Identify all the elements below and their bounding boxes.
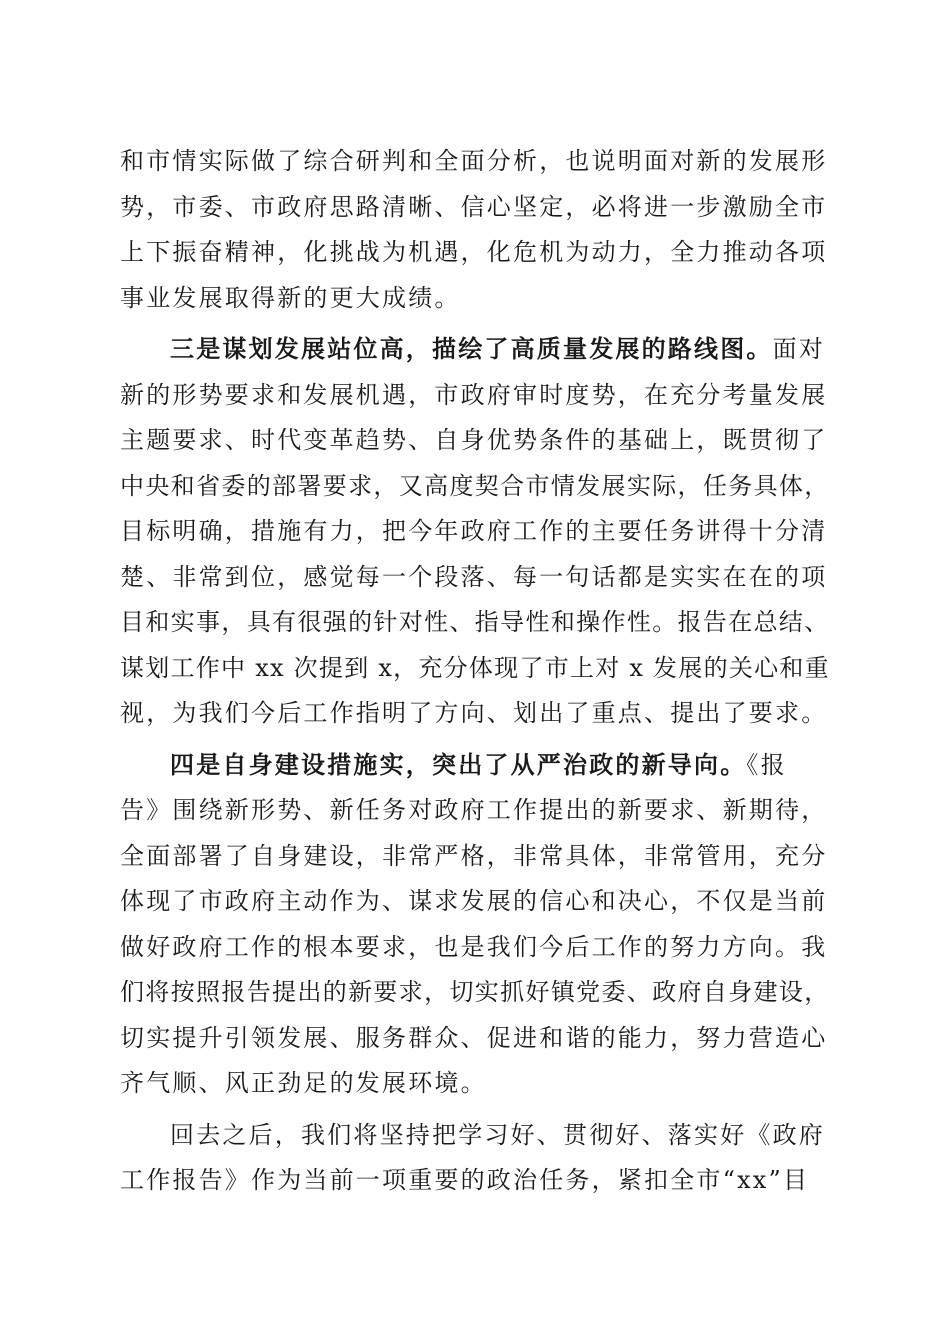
text-line: 主题要求、时代变革趋势、自身优势条件的基础上，既贯彻了 [120, 426, 828, 454]
text-line: 势，市委、市政府思路清晰、信心坚定，必将进一步激励全市 [120, 192, 828, 221]
text-line: 回去之后，我们将坚持把学习好、贯彻好、落实好《政府 [170, 1120, 825, 1149]
text-line: 做好政府工作的根本要求，也是我们今后工作的努力方向。我 [120, 932, 828, 961]
text-line: 工作报告》作为当前一项重要的政治任务，紧扣全市“xx”目 [120, 1166, 810, 1194]
text-line: 全面部署了自身建设，非常严格，非常具体，非常管用，充分 [120, 841, 828, 870]
text-line: 体现了市政府主动作为、谋求发展的信心和决心，不仅是当前 [120, 887, 828, 915]
text-line: 们将按照报告提出的新要求，切实抓好镇党委、政府自身建设， [120, 978, 830, 1006]
paragraph-4-line [170, 749, 787, 781]
text-line: 目标明确，措施有力，把今年政府工作的主要任务讲得十分清 [120, 517, 828, 545]
text-line: 中央和省委的部署要求，又高度契合市情发展实际，任务具体， [120, 471, 830, 500]
text-line: 视，为我们今后工作指明了方向、划出了重点、提出了要求。 [120, 699, 828, 727]
paragraph-4-heading: 四是自身建设措施实，突出了从严治政的新导向。 [170, 749, 747, 779]
text-line: 告》围绕新形势、新任务对政府工作提出的新要求、新期待， [120, 796, 828, 824]
text-line: 上下振奋精神，化挑战为机遇，化危机为动力，全力推动各项 [120, 238, 828, 266]
text-line: 谋划工作中 xx 次提到 x，充分体现了市上对 x 发展的关心和重 [120, 653, 830, 682]
text-line: 新的形势要求和发展机遇，市政府审时度势，在充分考量发展 [120, 380, 828, 409]
text-line: 切实提升引领发展、服务群众、促进和谐的能力，努力营造心 [120, 1023, 828, 1052]
paragraph-3-line [170, 333, 825, 365]
paragraph-3-heading: 三是谋划发展站位高，描绘了高质量发展的路线图。 [170, 334, 773, 363]
text-span: 面对 [772, 335, 826, 363]
text-span: 《报 [746, 750, 787, 779]
text-line: 和市情实际做了综合研判和全面分析，也说明面对新的发展形 [120, 147, 828, 175]
text-line: 目和实事，具有很强的针对性、指导性和操作性。报告在总结、 [120, 608, 830, 636]
text-line: 齐气顺、风正劲足的发展环境。 [120, 1069, 487, 1097]
text-line: 事业发展取得新的更大成绩。 [120, 283, 461, 312]
text-line: 楚、非常到位，感觉每一个段落、每一句话都是实实在在的项 [120, 562, 828, 591]
